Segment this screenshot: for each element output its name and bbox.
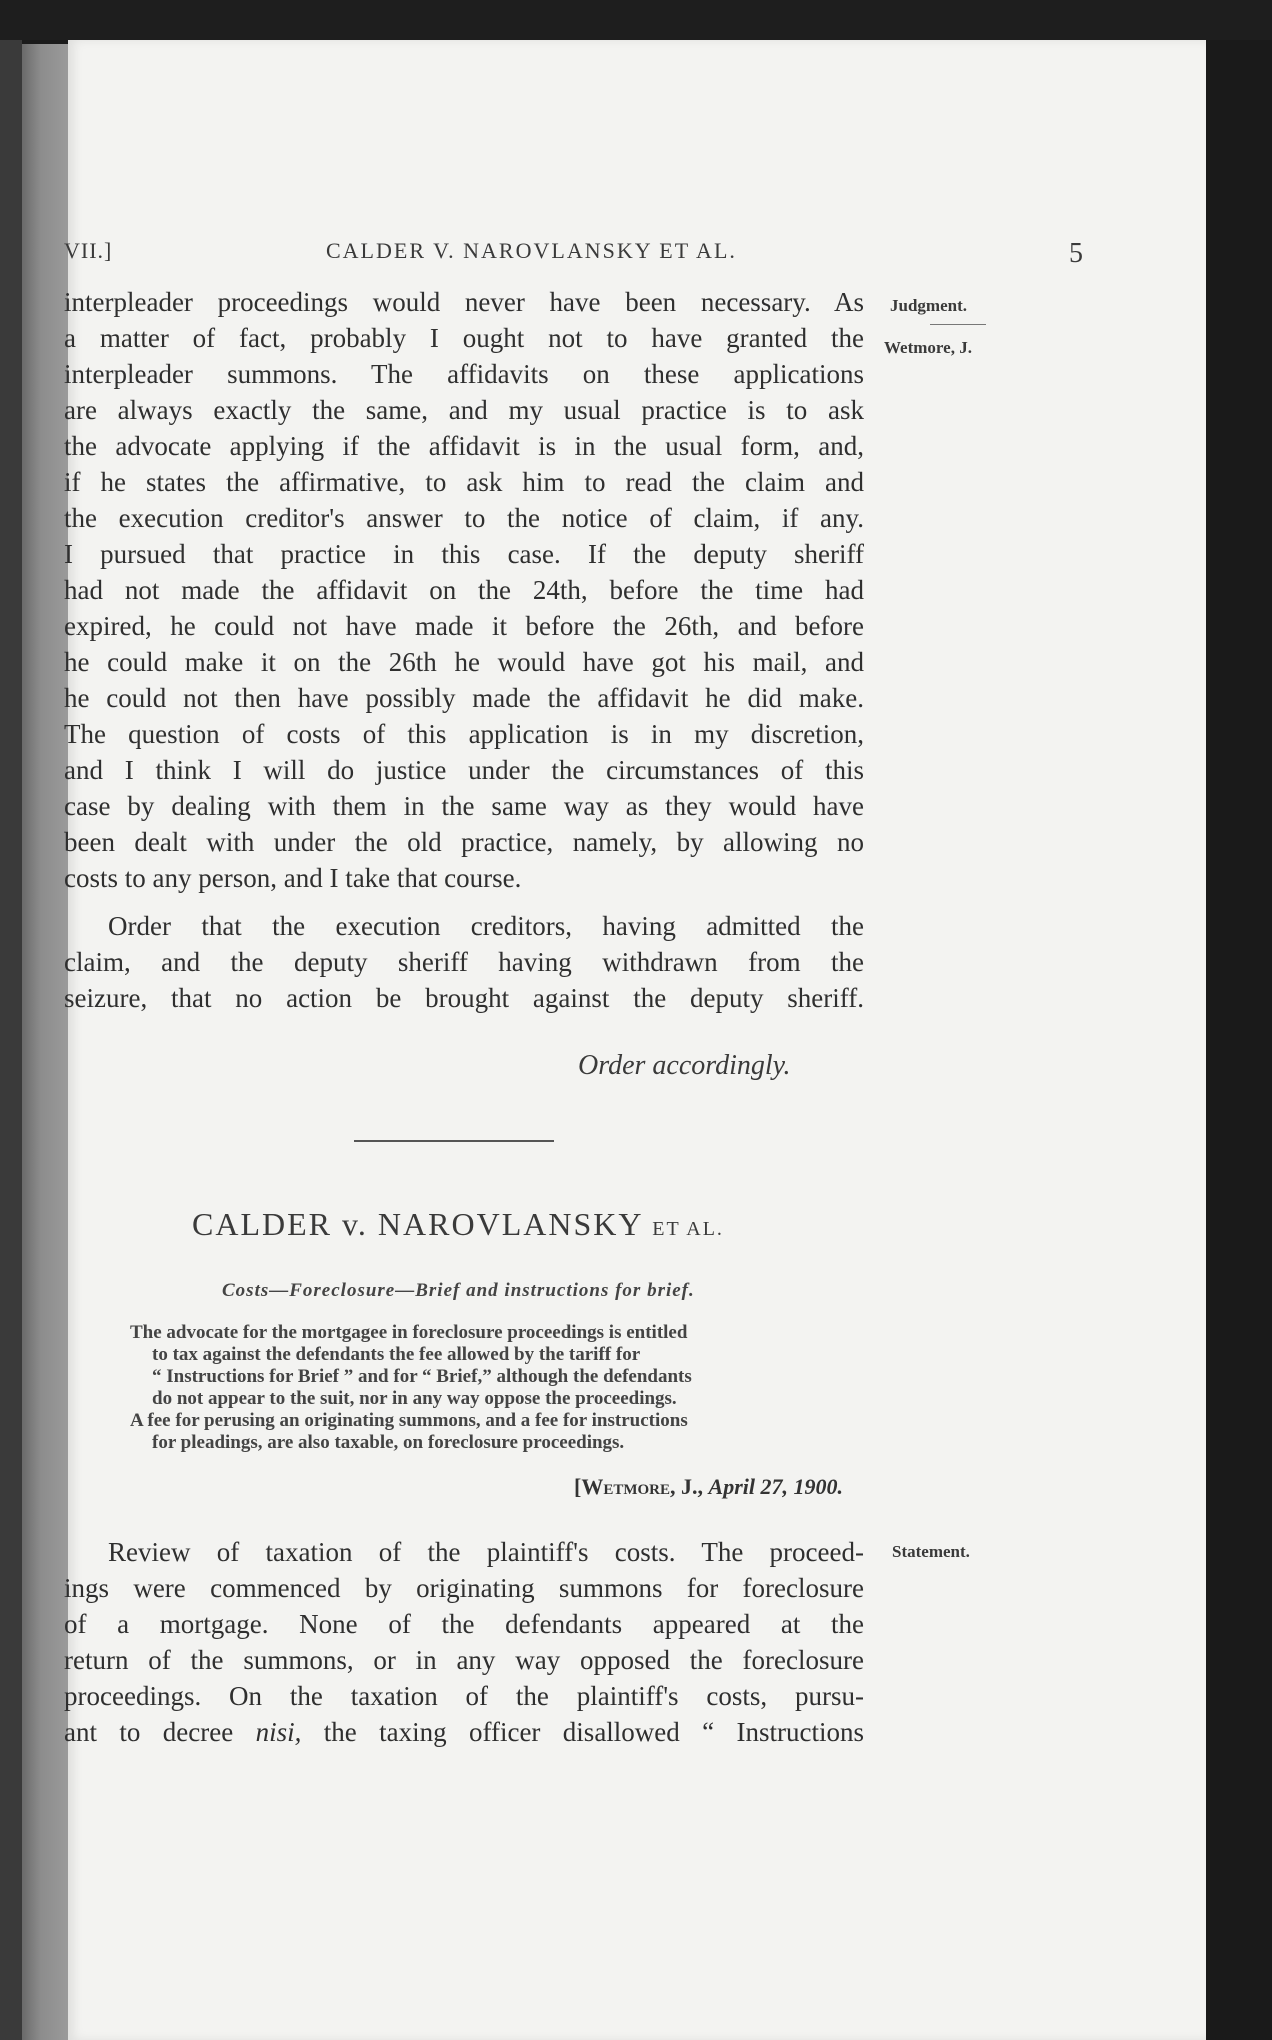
sidenote-judgment: Judgment. <box>890 296 967 315</box>
order-accordingly: Order accordingly. <box>578 1050 791 1081</box>
text-fragment-italic: nisi, <box>255 1717 302 1747</box>
scan-border-top <box>0 0 1272 40</box>
text-line: of a mortgage. None of the defendants appeared at the <box>64 1609 864 1639</box>
text-line <box>64 1714 864 1750</box>
coram-date: April 27, 1900. <box>708 1474 843 1499</box>
running-header <box>64 238 1084 270</box>
text-line: proceedings. On the taxation of the plaintiff's costs, pursu- <box>64 1681 864 1711</box>
text-line: return of the summons, or in any way opposed the foreclosure <box>64 1645 864 1675</box>
judgment-paragraph <box>64 284 864 896</box>
case-title <box>192 1206 812 1243</box>
text-fragment: ant to decree <box>64 1717 234 1747</box>
sidenote-rule <box>930 324 986 325</box>
headnote-line: to tax against the defendants the fee allowed by the tariff for <box>152 1344 641 1365</box>
text-line: seizure, that no action be brought against the deputy sheriff. <box>64 983 864 1013</box>
text-line: costs to any person, and I take that course. <box>64 863 522 893</box>
text-line: Review of taxation of the plaintiff's costs. The proceed- <box>108 1537 864 1567</box>
headnote <box>130 1322 936 1454</box>
text-line: I pursued that practice in this case. If the deputy sheriff <box>64 539 864 569</box>
coram-judge: Wetmore, J., <box>581 1474 704 1499</box>
case-title-main: CALDER v. NAROVLANSKY <box>192 1206 643 1242</box>
text-line: if he states the affirmative, to ask him to read the claim and <box>64 467 864 497</box>
text-line: the execution creditor's answer to the notice of claim, if any. <box>64 503 864 533</box>
book-spine-edge <box>22 44 68 2040</box>
scan-border-right <box>1206 40 1272 2040</box>
text-line: he could not then have possibly made the affidavit he did make. <box>64 683 864 713</box>
section-divider <box>354 1140 554 1142</box>
text-line: the advocate applying if the affidavit is in the usual form, and, <box>64 431 864 461</box>
order-paragraph <box>64 908 864 1016</box>
coram-line <box>574 1474 843 1500</box>
text-line: been dealt with under the old practice, namely, by allowing no <box>64 827 864 857</box>
text-line: Order that the execution creditors, having admitted the <box>108 911 864 941</box>
text-fragment: the taxing officer disallowed “ Instructions <box>323 1717 865 1747</box>
headnote-line: A fee for perusing an originating summons, and a fee for instructions <box>130 1410 688 1431</box>
text-line: claim, and the deputy sheriff having withdrawn from the <box>64 947 864 977</box>
text-line: interpleader proceedings would never have been necessary. As <box>64 287 864 317</box>
text-line: expired, he could not have made it before the 26th, and before <box>64 611 864 641</box>
case-title-suffix: ET AL. <box>652 1218 724 1240</box>
statement-paragraph <box>64 1534 864 1750</box>
headnote-line: do not appear to the suit, nor in any way oppose the proceedings. <box>152 1388 677 1409</box>
text-line: interpleader summons. The affidavits on these applications <box>64 359 864 389</box>
headnote-line: for pleadings, are also taxable, on foreclosure proceedings. <box>152 1432 625 1453</box>
text-line: ings were commenced by originating summons for foreclosure <box>64 1573 864 1603</box>
text-line: and I think I will do justice under the circumstances of this <box>64 755 864 785</box>
volume-number: VII.] <box>64 238 113 263</box>
sidenote-statement: Statement. <box>892 1542 970 1561</box>
book-spine-shadow <box>0 40 22 2040</box>
text-line: The question of costs of this application is in my discretion, <box>64 719 864 749</box>
text-line: had not made the affidavit on the 24th, before the time had <box>64 575 864 605</box>
text-line: he could make it on the 26th he would have got his mail, and <box>64 647 864 677</box>
text-line: are always exactly the same, and my usual practice is to ask <box>64 395 864 425</box>
catchwords: Costs—Foreclosure—Brief and instructions for brief. <box>222 1280 695 1301</box>
running-title: CALDER V. NAROVLANSKY ET AL. <box>326 238 737 263</box>
text-line: case by dealing with them in the same way as they would have <box>64 791 864 821</box>
headnote-line: The advocate for the mortgagee in foreclosure proceedings is entitled <box>130 1322 688 1343</box>
headnote-line: “ Instructions for Brief ” and for “ Brief,” although the defendants <box>152 1366 692 1387</box>
page-number: 5 <box>1069 238 1084 269</box>
text-line: a matter of fact, probably I ought not to have granted the <box>64 323 864 353</box>
coram-bracket: [ <box>574 1474 582 1499</box>
sidenote-judge: Wetmore, J. <box>884 338 972 357</box>
